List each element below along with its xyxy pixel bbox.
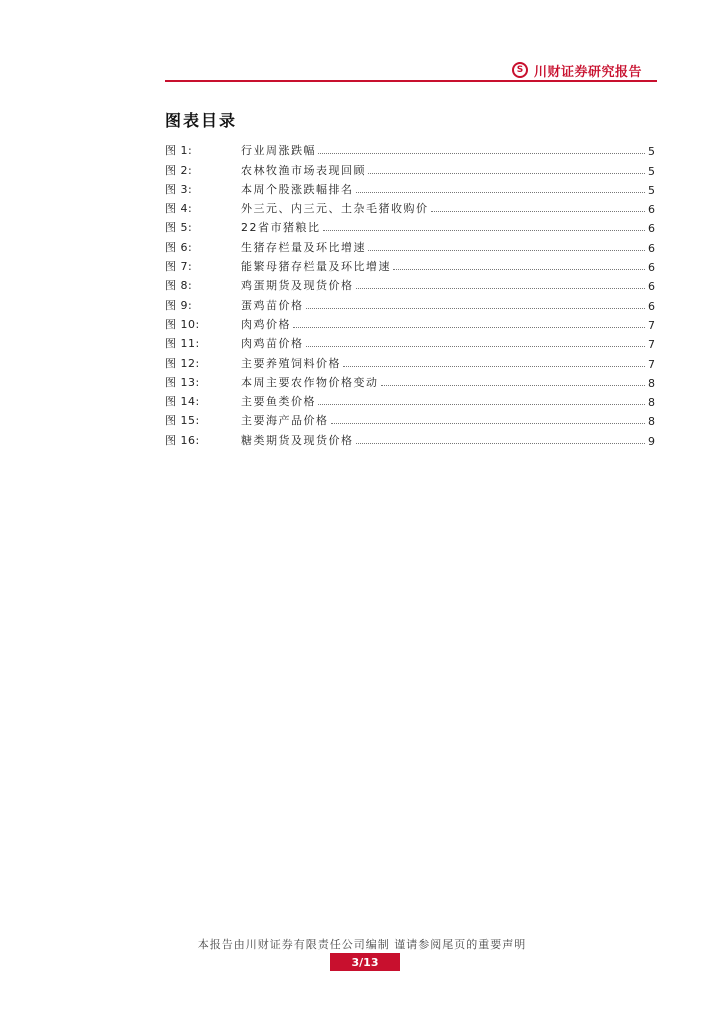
toc-entry-page: 6: [648, 203, 655, 217]
toc-entry[interactable]: [165, 274, 655, 293]
toc-entry-number: 图 12:: [165, 356, 200, 370]
page-indicator: 3/13: [330, 953, 400, 971]
toc-entry-number: 图 13:: [165, 375, 200, 389]
toc-dot-leader: [356, 288, 646, 289]
toc-entry-label: 农林牧渔市场表现回顾: [241, 163, 366, 177]
toc-entry-number: 图 3:: [165, 182, 193, 196]
toc-entry-page: 6: [648, 299, 655, 313]
brand-logo-icon: S: [512, 62, 528, 78]
toc-entry-label: 肉鸡价格: [241, 317, 291, 331]
toc-entry-page: 8: [648, 376, 655, 390]
toc-entry[interactable]: [165, 255, 655, 274]
toc-entry-label: 本周个股涨跌幅排名: [241, 182, 354, 196]
toc-entry-page: 6: [648, 280, 655, 294]
toc-entry[interactable]: [165, 216, 655, 235]
toc-entry-number: 图 7:: [165, 260, 193, 274]
toc-dot-leader: [306, 346, 646, 347]
toc-entry-label: 能繁母猪存栏量及环比增速: [241, 260, 391, 274]
toc-entry[interactable]: [165, 371, 655, 390]
toc-entry[interactable]: [165, 293, 655, 312]
toc-entry-page: 7: [648, 338, 655, 352]
toc-entry-page: 6: [648, 241, 655, 255]
toc-entry-label: 本周主要农作物价格变动: [241, 375, 379, 389]
toc-entry-label: 主要鱼类价格: [241, 395, 316, 409]
toc-entry-label: 主要养殖饲料价格: [241, 356, 341, 370]
toc-dot-leader: [306, 308, 646, 309]
toc-entry-page: 6: [648, 222, 655, 236]
toc-entry-page: 9: [648, 434, 655, 448]
toc-entry[interactable]: [165, 313, 655, 332]
toc-entry-number: 图 6:: [165, 240, 193, 254]
toc-entry[interactable]: [165, 139, 655, 158]
toc-entry-page: 8: [648, 396, 655, 410]
toc-entry-label: 生猪存栏量及环比增速: [241, 240, 366, 254]
toc-entry-label: 蛋鸡苗价格: [241, 298, 304, 312]
toc-entry-label: 22省市猪粮比: [241, 221, 321, 235]
toc-entry-number: 图 5:: [165, 221, 193, 235]
toc-dot-leader: [393, 269, 645, 270]
toc-entry-label: 外三元、内三元、土杂毛猪收购价: [241, 202, 429, 216]
toc-dot-leader: [331, 423, 646, 424]
header-divider: [165, 80, 657, 82]
footer-statement: 本报告由川财证券有限责任公司编制 谨请参阅尾页的重要声明: [197, 938, 527, 951]
toc-entry[interactable]: [165, 158, 655, 177]
toc-entry-number: 图 8:: [165, 279, 193, 293]
toc-entry[interactable]: [165, 197, 655, 216]
toc-entry-page: 5: [648, 183, 655, 197]
toc-entry-number: 图 11:: [165, 337, 200, 351]
toc-entry-page: 5: [648, 145, 655, 159]
toc-dot-leader: [356, 192, 646, 193]
toc-dot-leader: [368, 173, 645, 174]
toc-list: [165, 139, 655, 448]
toc-dot-leader: [431, 211, 646, 212]
toc-entry-number: 图 10:: [165, 317, 200, 331]
toc-entry-page: 6: [648, 261, 655, 275]
toc-dot-leader: [356, 443, 646, 444]
toc-entry-number: 图 2:: [165, 163, 193, 177]
toc-entry-page: 8: [648, 415, 655, 429]
header-brand: [512, 60, 642, 80]
toc-entry[interactable]: [165, 332, 655, 351]
brand-name: 川财证券研究报告: [534, 64, 643, 80]
toc-dot-leader: [318, 404, 645, 405]
toc-entry-number: 图 4:: [165, 202, 193, 216]
toc-entry-label: 行业周涨跌幅: [241, 144, 316, 158]
toc-entry-number: 图 15:: [165, 414, 200, 428]
toc-dot-leader: [293, 327, 645, 328]
toc-dot-leader: [368, 250, 645, 251]
toc-dot-leader: [323, 230, 646, 231]
toc-dot-leader: [343, 366, 645, 367]
toc-entry[interactable]: [165, 428, 655, 447]
toc-entry[interactable]: [165, 178, 655, 197]
toc-entry-number: 图 9:: [165, 298, 193, 312]
toc-entry-number: 图 14:: [165, 395, 200, 409]
toc-entry[interactable]: [165, 390, 655, 409]
toc-entry-label: 鸡蛋期货及现货价格: [241, 279, 354, 293]
toc-dot-leader: [381, 385, 646, 386]
toc-entry-label: 肉鸡苗价格: [241, 337, 304, 351]
toc-entry[interactable]: [165, 235, 655, 254]
toc-entry[interactable]: [165, 409, 655, 428]
toc-entry-page: 7: [648, 357, 655, 371]
toc-entry-label: 主要海产品价格: [241, 414, 329, 428]
toc-dot-leader: [318, 153, 645, 154]
toc-title: 图表目录: [165, 111, 238, 130]
toc-entry-page: 5: [648, 164, 655, 178]
toc-entry-page: 7: [648, 318, 655, 332]
toc-entry[interactable]: [165, 351, 655, 370]
toc-entry-number: 图 16:: [165, 433, 200, 447]
toc-entry-number: 图 1:: [165, 144, 193, 158]
toc-entry-label: 糖类期货及现货价格: [241, 433, 354, 447]
